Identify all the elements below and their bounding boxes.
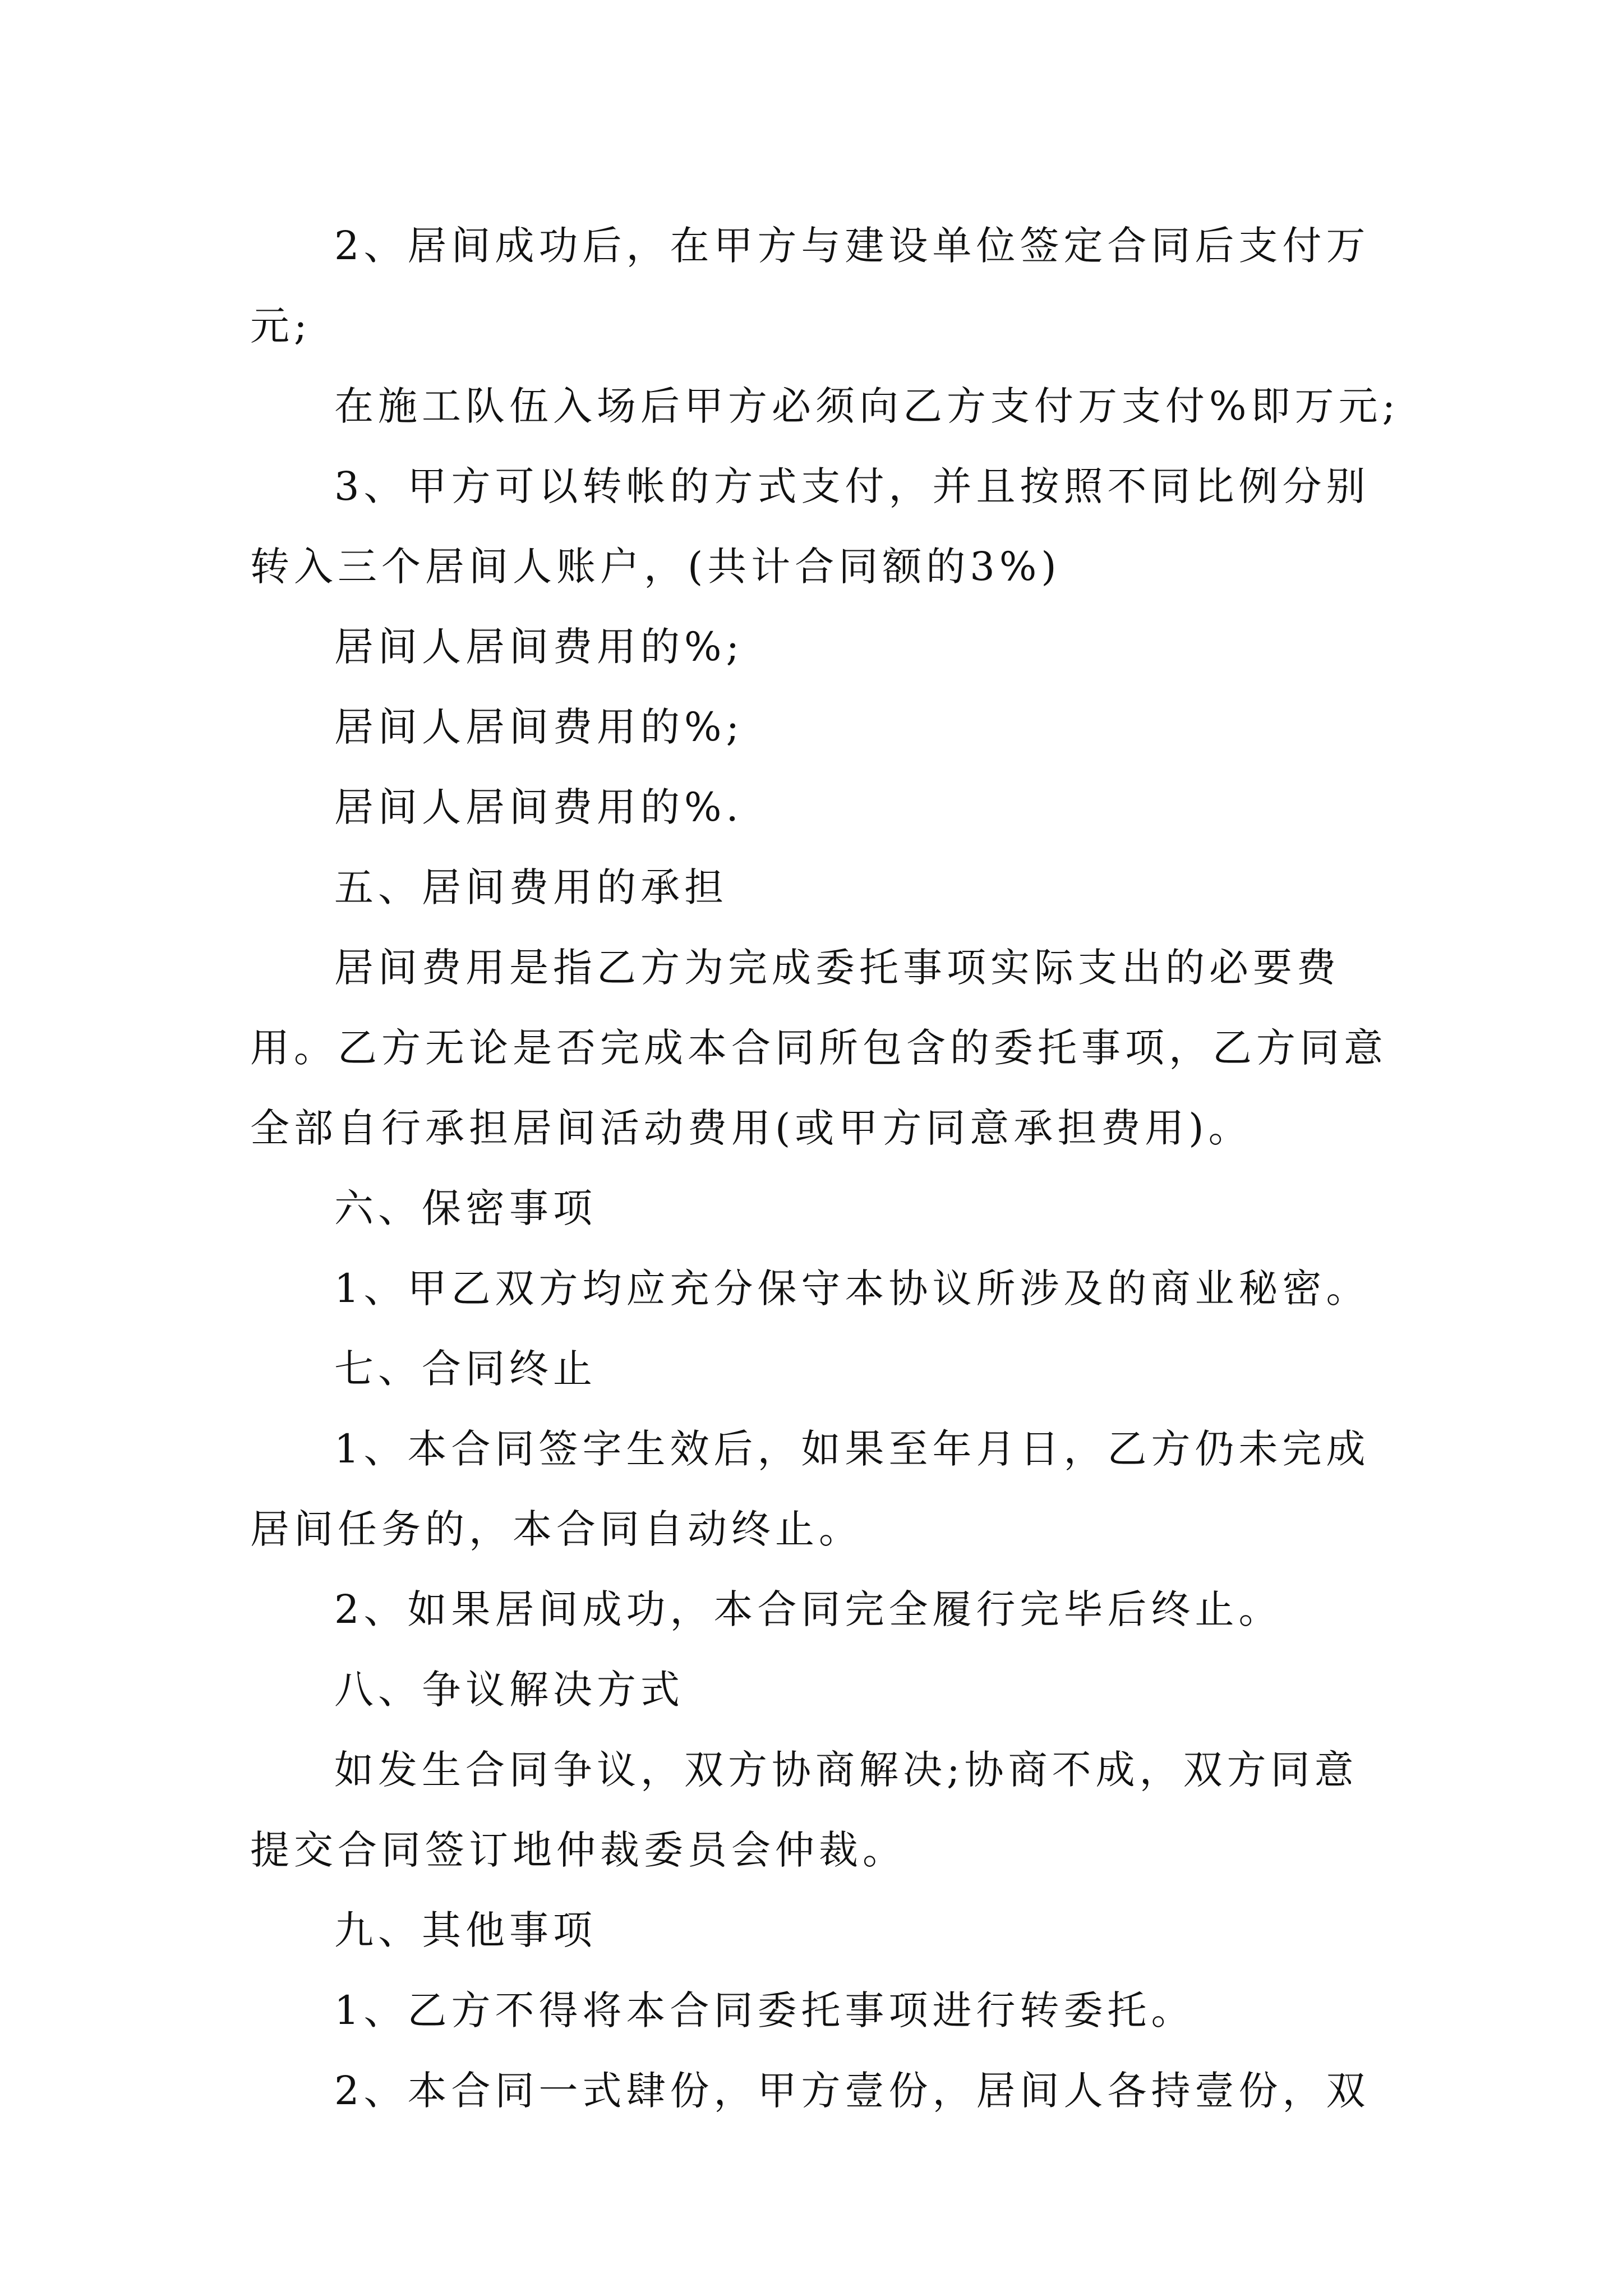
text-line: 1、甲乙双方均应充分保守本协议所涉及的商业秘密。 <box>334 1266 1370 1312</box>
text-line: 2、本合同一式肆份，甲方壹份，居间人各持壹份，双 <box>334 2068 1370 2114</box>
text-line: 2、如果居间成功，本合同完全履行完毕后终止。 <box>334 1586 1283 1632</box>
text-line: 居间人居间费用的%; <box>334 624 744 670</box>
text-line: 居间人居间费用的%. <box>334 784 743 830</box>
text-line: 1、乙方不得将本合同委托事项进行转委托。 <box>334 1987 1195 2033</box>
section-heading: 九、其他事项 <box>334 1907 597 1953</box>
section-heading: 五、居间费用的承担 <box>334 864 728 910</box>
section-heading: 八、争议解决方式 <box>334 1667 684 1713</box>
section-heading: 七、合同终止 <box>334 1346 597 1392</box>
text-line: 居间任务的，本合同自动终止。 <box>250 1506 863 1552</box>
text-line: 3、甲方可以转帐的方式支付，并且按照不同比例分别 <box>334 463 1370 509</box>
section-heading: 六、保密事项 <box>334 1185 597 1231</box>
text-line: 用。乙方无论是否完成本合同所包含的委托事项，乙方同意 <box>250 1025 1387 1071</box>
text-line: 在施工队伍入场后甲方必须向乙方支付万支付%即万元; <box>334 383 1400 429</box>
text-line: 元; <box>250 303 312 349</box>
text-line: 居间费用是指乙方为完成委托事项实际支出的必要费 <box>334 945 1340 991</box>
text-line: 转入三个居间人账户，(共计合同额的3%) <box>250 544 1061 590</box>
text-line: 提交合同签订地仲裁委员会仲裁。 <box>250 1827 906 1873</box>
text-line: 全部自行承担居间活动费用(或甲方同意承担费用)。 <box>250 1105 1252 1151</box>
text-line: 居间人居间费用的%; <box>334 704 744 750</box>
text-line: 如发生合同争议，双方协商解决;协商不成，双方同意 <box>334 1747 1358 1793</box>
text-line: 2、居间成功后，在甲方与建设单位签定合同后支付万 <box>334 223 1370 269</box>
text-line: 1、本合同签字生效后，如果至年月日，乙方仍未完成 <box>334 1426 1370 1472</box>
